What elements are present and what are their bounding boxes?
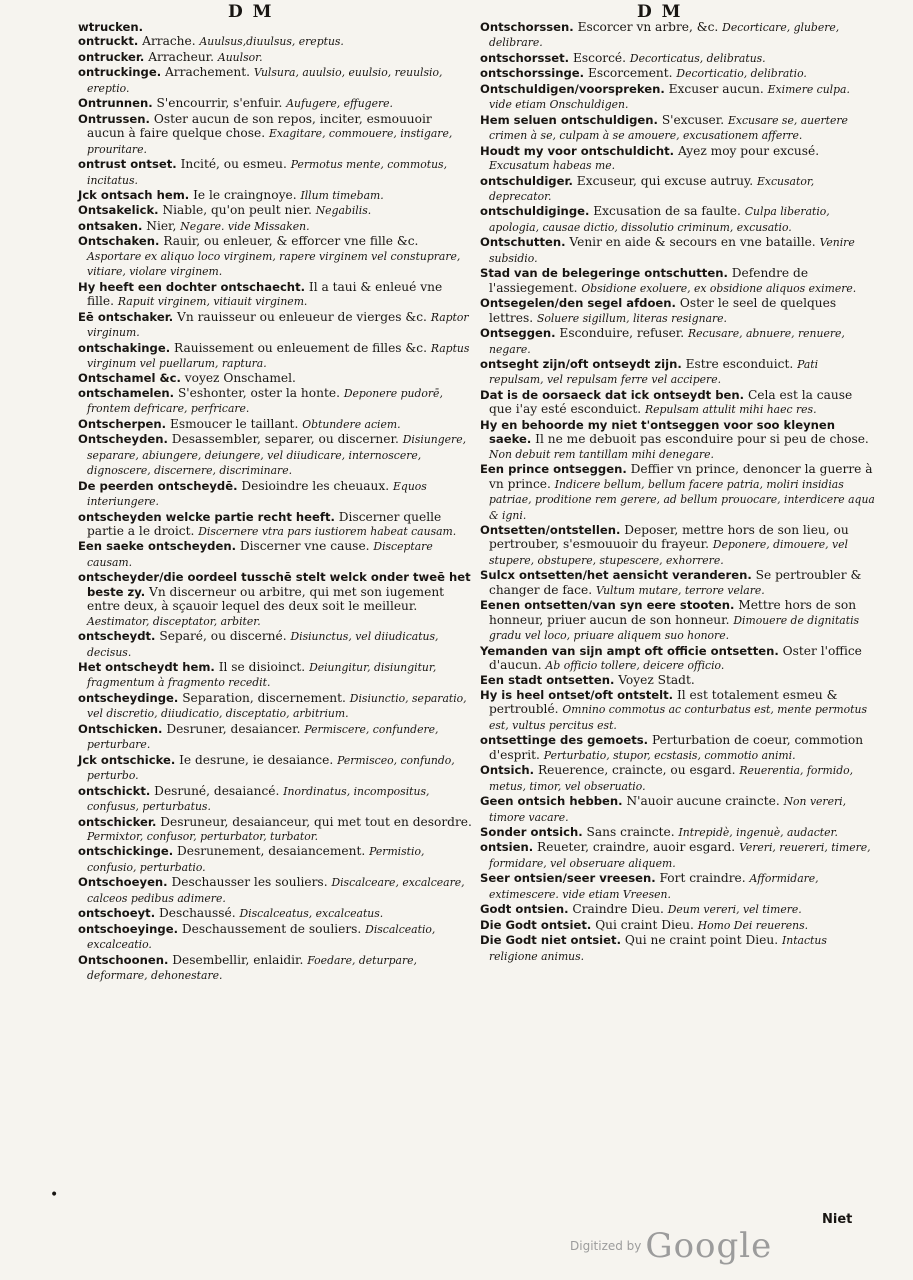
entry-latin: Obtundere aciem. (302, 417, 401, 431)
entry-french: Ie le craingnoye. (193, 187, 297, 202)
entry-latin: Perturbatio, stupor, ecstasis, commotio animi. (543, 748, 796, 762)
entry-headword: Dat is de oorsaeck dat ick ontseydt ben. (480, 387, 745, 402)
entry-headword: ontschickinge. (78, 844, 174, 859)
entry-headword: ontschuldiger. (480, 173, 573, 188)
dictionary-entry (78, 784, 473, 815)
entry-french: Il ne me debuoit pas esconduire pour si peu de chose. (535, 432, 869, 447)
dictionary-entry (78, 815, 473, 845)
entry-headword: ontsettinge des gemoets. (480, 733, 649, 748)
entry-french: Desembellir, enlaidir. (172, 952, 304, 967)
entry-latin: Vultum mutare, terrore velare. (595, 583, 765, 597)
dictionary-entry (78, 417, 473, 432)
entry-headword: ontruckinge. (78, 65, 162, 80)
entry-latin: Raptus virginum vel puellarum, raptura. (87, 341, 470, 370)
entry-headword: Ontschaken. (78, 234, 160, 249)
entry-french: Defendre de l'assiegement. (489, 266, 809, 295)
entry-french: Excusation de sa faulte. (593, 204, 741, 219)
entry-headword: Stad van de belegeringe ontschutten. (480, 266, 728, 281)
dictionary-entry (78, 570, 473, 629)
entry-headword: ontsaken. (78, 218, 143, 233)
dictionary-entry (480, 82, 875, 113)
entry-french: Escorcer vn arbre, &c. (577, 20, 719, 34)
entry-headword: Godt ontsien. (480, 902, 569, 917)
entry-latin: Illum timebam. (300, 188, 384, 202)
entry-french: Escorcement. (587, 66, 673, 81)
entry-latin: Negare. vide Missaken. (180, 219, 310, 233)
entry-french: Rauir, ou enleuer, & efforcer vne fille &c. (163, 234, 419, 249)
entry-latin: Deiungitur, disiungitur, fragmentum à fragmento recedit. (87, 661, 437, 690)
dictionary-entry (480, 825, 875, 840)
dictionary-entry (480, 326, 875, 357)
entry-latin: Indicere bellum, bellum facere patria, moliri insidias patriae, proditione rem gerere, ad bellum prouocare, interdicere aqua & igni. (489, 477, 875, 522)
dictionary-entry (78, 112, 473, 157)
entry-french: Oster l'office d'aucun. (489, 643, 862, 673)
entry-latin: Eximere culpa. vide etiam Onschuldigen. (489, 82, 850, 112)
entry-latin: Discernere vtra pars iustiorem habeat causam. (198, 524, 457, 538)
entry-headword: ontscheydt. (78, 629, 156, 644)
entry-french: Venir en aide & secours en vne bataille. (569, 235, 816, 250)
entry-headword: Die Godt ontsiet. (480, 917, 592, 932)
entry-french: voyez Onschamel. (184, 371, 296, 386)
dictionary-entry (78, 371, 473, 385)
entry-headword: ontschickt. (78, 783, 151, 798)
dictionary-entry (480, 933, 875, 964)
entry-french: Desruné, desaiancé. (154, 783, 280, 798)
entry-headword: Ontsakelick. (78, 203, 159, 218)
entry-french: Nier, (146, 218, 177, 233)
entry-french: Qui craint Dieu. (595, 917, 694, 932)
entry-french: Mettre hors de son honneur, priuer aucun de son honneur. (489, 598, 857, 627)
entry-latin: Disceptare causam. (87, 540, 433, 569)
entry-headword: Geen ontsich hebben. (480, 794, 623, 809)
dictionary-entry (78, 386, 473, 417)
dictionary-entry (78, 432, 473, 478)
dictionary-entry (78, 341, 473, 372)
watermark-brand: Google (645, 1226, 773, 1266)
dictionary-entry (78, 660, 473, 691)
entry-latin: Disiunctio, separatio, vel discretio, diiudicatio, disceptatio, arbitrium. (87, 691, 467, 721)
entry-french: Il a taui & enleué vne fille. (87, 279, 443, 309)
entry-latin: Exagitare, commouere, instigare, prouritare. (87, 127, 453, 156)
entry-latin: Permixtor, confusor, perturbator, turbator. (87, 830, 319, 844)
entry-headword: Ontsich. (480, 763, 535, 778)
dictionary-entry (78, 691, 473, 722)
dictionary-entry (78, 219, 473, 234)
entry-latin: Aufugere, effugere. (286, 97, 393, 111)
entry-latin: Decorticatio, delibratio. (676, 67, 807, 81)
entry-headword: Een prince ontseggen. (480, 462, 627, 477)
entry-latin: Homo Dei reuerens. (697, 918, 809, 932)
entry-french: Esmoucer le taillant. (169, 416, 299, 431)
dictionary-entry (480, 598, 875, 643)
dictionary-entry (78, 753, 473, 784)
dictionary-entry (480, 673, 875, 687)
entry-latin: Intactus religione animus. (489, 934, 827, 963)
dictionary-entry (78, 875, 473, 906)
entry-latin: Vereri, reuereri, timere, formidare, vel obseruare aliquem. (489, 841, 871, 870)
entry-french: S'encourrir, s'enfuir. (156, 96, 283, 111)
entry-french: Desruneur, desaianceur, qui met tout en desordre. (160, 814, 472, 829)
entry-headword: Ontschicken. (78, 721, 163, 736)
entry-headword: Die Godt niet ontsiet. (480, 933, 621, 948)
dictionary-entry (480, 357, 875, 388)
entry-french: Oster le seel de quelques lettres. (489, 296, 837, 325)
catchword: Niet (822, 1212, 853, 1227)
entry-latin: Permisceo, confundo, perturbo. (87, 753, 455, 783)
entry-french: Deschaussement de souliers. (181, 921, 362, 936)
dictionary-entry (78, 280, 473, 310)
entry-headword: Yemanden van sijn ampt oft officie ontsetten. (480, 643, 779, 658)
entry-french: Excuser aucun. (668, 81, 764, 96)
entry-headword: ontschuldiginge. (480, 204, 590, 219)
dictionary-entry (78, 479, 473, 510)
entry-french: Il se disioinct. (218, 660, 306, 675)
entry-latin: Discalceatio, excalceatio. (87, 922, 436, 952)
entry-french: Excuseur, qui excuse autruy. (576, 173, 754, 188)
entry-french: Sans craincte. (586, 825, 675, 840)
left-column (78, 20, 473, 984)
entry-latin: Disiunctus, vel diiudicatus, decisus. (87, 630, 439, 659)
entry-latin: Intrepidè, ingenuè, audacter. (678, 826, 838, 840)
entry-french: Ayez moy pour excusé. (677, 143, 820, 158)
dictionary-entry (78, 65, 473, 96)
dictionary-entry (480, 20, 875, 51)
entry-latin: Disiungere, separare, abiungere, deiungere, vel diiudicare, internoscere, dignoscere, discernere, discriminare. (87, 433, 467, 478)
entry-headword: ontschorssinge. (480, 66, 585, 81)
entry-latin: Repulsam attulit mihi haec res. (644, 403, 817, 417)
entry-latin: Afformidare, extimescere. vide etiam Vreesen. (489, 872, 819, 901)
dictionary-entry (480, 296, 875, 326)
entry-headword: De peerden ontscheydē. (78, 478, 238, 493)
entry-headword: Ontschoonen. (78, 952, 169, 967)
entry-latin: Decorticatus, delibratus. (629, 51, 766, 65)
entry-french: Desrunement, desaiancement. (177, 844, 366, 859)
entry-french: Rauissement ou enleuement de filles &c. (174, 340, 427, 355)
entry-latin: Deponere pudorē, frontem defricare, perfricare. (87, 386, 443, 416)
entry-headword: Ontschoeyen. (78, 875, 168, 890)
entry-french: S'excuser. (661, 112, 725, 127)
entry-latin: Recusare, abnuere, renuere, negare. (489, 327, 845, 356)
entry-headword: Sulcx ontsetten/het aensicht veranderen. (480, 568, 752, 583)
dictionary-entry (78, 953, 473, 984)
right-column (480, 20, 875, 964)
entry-french: Reuerence, craincte, ou esgard. (537, 763, 736, 778)
entry-headword: Hy heeft een dochter ontschaecht. (78, 279, 306, 294)
entry-latin: Excusatum habeas me. (489, 159, 616, 173)
entry-latin: Rapuit virginem, vitiauit virginem. (117, 295, 308, 309)
entry-headword: ontschicker. (78, 814, 157, 829)
dictionary-entry (78, 510, 473, 540)
dictionary-entry (480, 235, 875, 266)
entry-french: Se pertroubler & changer de face. (489, 568, 862, 597)
dictionary-entry (480, 733, 875, 763)
entry-headword: Sonder ontsich. (480, 825, 583, 840)
entry-french: Discerner quelle partie a le droict. (87, 509, 442, 538)
entry-french: Niable, qu'on peult nier. (162, 203, 312, 218)
entry-latin: Non debuit rem tantillam mihi denegare. (489, 447, 714, 461)
dictionary-entry (480, 66, 875, 81)
entry-headword: Hem seluen ontschuldigen. (480, 112, 658, 127)
entry-latin: Inordinatus, incompositus, confusus, perturbatus. (87, 784, 430, 814)
entry-latin: Reuerentia, formido, metus, timor, vel obseruatio. (489, 764, 854, 793)
entry-latin: Deum vereri, vel timere. (667, 903, 802, 917)
dictionary-entry (480, 418, 875, 462)
dictionary-entry (480, 688, 875, 733)
dictionary-entry (480, 204, 875, 235)
entry-latin: Non vereri, timore vacare. (489, 795, 847, 824)
entry-headword: Jck ontschicke. (78, 752, 176, 767)
entry-headword: Ontrussen. (78, 111, 150, 126)
entry-french: Qui ne craint point Dieu. (624, 933, 779, 948)
entry-headword: Een saeke ontscheyden. (78, 539, 236, 554)
entry-headword: ontschakinge. (78, 340, 171, 355)
entry-latin: Soluere sigillum, literas resignare. (536, 311, 727, 325)
entry-french: Arrache. (142, 34, 196, 49)
entry-french: Deffier vn prince, denoncer la guerre à vn prince. (489, 462, 873, 491)
dictionary-entry (78, 539, 473, 570)
entry-latin: Discalceatus, excalceatus. (239, 907, 384, 921)
entry-headword: Ontschutten. (480, 235, 566, 250)
entry-french: S'eshonter, oster la honte. (177, 385, 340, 400)
entry-headword: Het ontscheydt hem. (78, 660, 215, 675)
dictionary-entry (480, 794, 875, 825)
entry-headword: Hy en behoorde my niet t'ontseggen voor soo kleynen saeke. (480, 417, 836, 447)
entry-latin: Asportare ex aliquo loco virginem, rapere virginem vel constuprare, vitiare, violare virginem. (87, 249, 461, 279)
entry-headword: Houdt my voor ontschuldicht. (480, 143, 675, 158)
entry-latin: Excusator, deprecator. (489, 174, 815, 203)
entry-french: Separé, ou discerné. (159, 629, 287, 644)
entry-latin: Culpa liberatio, apologia, causae dictio, dissolutio criminum, excusatio. (489, 205, 830, 234)
entry-headword: Ontschorssen. (480, 20, 574, 34)
entry-headword: ontschamelen. (78, 385, 175, 400)
entry-headword: ontschorsset. (480, 50, 570, 65)
entry-latin: Permiscere, confundere, perturbare. (87, 722, 439, 752)
entry-headword: Seer ontsien/seer vreesen. (480, 871, 656, 886)
entry-french: Escorcé. (572, 50, 627, 65)
entry-headword: ontrust ontset. (78, 157, 177, 172)
dictionary-entry (480, 113, 875, 144)
entry-french: Perturbation de coeur, commotion d'esprit. (489, 733, 864, 762)
entry-latin: Dimouere de dignitatis gradu vel loco, priuare aliquem suo honore. (489, 613, 860, 643)
entry-latin: Deponere, dimouere, vel stupere, obstupere, stupescere, exhorrere. (489, 538, 848, 567)
entry-french: Il est totalement esmeu & pertroublé. (489, 687, 838, 717)
dictionary-entry (78, 922, 473, 953)
dictionary-entry (480, 871, 875, 902)
entry-french: Vn rauisseur ou enleueur de vierges &c. (177, 309, 427, 324)
entry-headword: Ontschuldigen/voorspreken. (480, 81, 665, 96)
entry-latin: Pati repulsam, vel repulsam ferre vel accipere. (489, 357, 819, 387)
entry-french: Deschausser les souliers. (171, 875, 328, 890)
watermark-prefix: Digitized by (570, 1239, 642, 1253)
entry-french: Estre esconduict. (685, 356, 794, 371)
entry-french: Desioindre les cheuaux. (241, 478, 390, 493)
entry-headword: Ontsegelen/den segel afdoen. (480, 296, 676, 311)
dictionary-entry (78, 20, 473, 34)
dictionary-entry (78, 629, 473, 660)
entry-french: Arracheur. (148, 49, 215, 64)
dictionary-entry (480, 902, 875, 917)
entry-french: Reueter, craindre, auoir esgard. (537, 840, 736, 855)
dictionary-entry (480, 51, 875, 66)
entry-french: Oster aucun de son repos, inciter, esmouuoir aucun à faire quelque chose. (87, 111, 432, 141)
entry-latin: Foedare, deturpare, deformare, dehonestare. (87, 953, 417, 983)
dictionary-entry (78, 844, 473, 875)
entry-french: Vn discerneur ou arbitre, qui met son iugement entre deux, à sçauoir lequel des deux soit le meilleur. (87, 584, 445, 614)
running-head-left: D M (228, 2, 274, 22)
entry-french: Separation, discernement. (182, 690, 346, 705)
entry-french: Discerner vne cause. (239, 539, 370, 554)
entry-latin: Obsidione exoluere, ex obsidione aliquos eximere. (581, 281, 857, 295)
entry-latin: Venire subsidio. (489, 236, 855, 265)
entry-headword: ontscheyder/die oordeel tusschē stelt welck onder tweē het beste zy. (78, 570, 471, 599)
entry-french: Desruner, desaiancer. (166, 721, 301, 736)
entry-headword: Jck ontsach hem. (78, 187, 190, 202)
entry-headword: Eē ontschaker. (78, 309, 174, 324)
dictionary-entry (78, 203, 473, 218)
entry-french: Ie desrune, ie desaiance. (179, 752, 334, 767)
entry-headword: Hy is heel ontset/oft ontstelt. (480, 687, 674, 702)
entry-french: Fort craindre. (659, 871, 746, 886)
dictionary-entry (78, 96, 473, 111)
dictionary-entry (480, 388, 875, 418)
dictionary-entry (480, 763, 875, 794)
dictionary-entry (480, 644, 875, 674)
dictionary-entry (78, 157, 473, 188)
entry-headword: Ontsetten/ontstellen. (480, 522, 621, 537)
entry-headword: Ontschamel &c. (78, 371, 181, 386)
entry-headword: ontrucker. (78, 49, 145, 64)
entry-french: Deschaussé. (159, 906, 236, 921)
entry-latin: Excusare se, auertere crimen à se, culpam à se amouere, excusationem afferre. (489, 113, 848, 143)
entry-latin: Discalceare, excalceare, calceos pedibus adimere. (87, 876, 465, 905)
entry-latin: Omnino commotus ac conturbatus est, mente permotus est, vultus percitus est. (489, 703, 867, 732)
dictionary-entry (78, 906, 473, 921)
entry-french: Esconduire, refuser. (559, 326, 685, 341)
dictionary-entry (480, 144, 875, 174)
entry-latin: Permistio, confusio, perturbatio. (87, 845, 425, 874)
entry-headword: ontschoeyt. (78, 906, 156, 921)
dictionary-entry (480, 523, 875, 568)
entry-french: N'auoir aucune craincte. (626, 794, 780, 809)
dictionary-entry (480, 568, 875, 598)
entry-headword: ontruckt. (78, 34, 139, 49)
entry-latin: Auulsus,diuulsus, ereptus. (199, 35, 344, 49)
entry-headword: Eenen ontsetten/van syn eere stooten. (480, 598, 735, 613)
entry-french: Voyez Stadt. (618, 673, 695, 688)
entry-headword: Ontscherpen. (78, 416, 167, 431)
entry-headword: Ontrunnen. (78, 96, 153, 111)
entry-latin: Vulsura, auulsio, euulsio, reuulsio, ereptio. (87, 66, 443, 95)
dictionary-entry (78, 34, 473, 49)
entry-headword: Ontseggen. (480, 326, 556, 341)
entry-french: Desassembler, separer, ou discerner. (171, 432, 399, 447)
entry-french: Craindre Dieu. (572, 902, 664, 917)
entry-latin: Raptor virginum. (87, 310, 469, 340)
running-head-right: D M (637, 2, 683, 22)
entry-french: Arrachement. (164, 65, 250, 80)
entry-headword: Ontscheyden. (78, 432, 168, 447)
dictionary-entry (78, 234, 473, 279)
entry-headword: ontscheydinge. (78, 690, 179, 705)
entry-headword: ontseght zijn/oft ontseydt zijn. (480, 356, 682, 371)
dictionary-entry (78, 310, 473, 341)
entry-headword: ontschoeyinge. (78, 921, 178, 936)
dictionary-entry (480, 840, 875, 871)
dictionary-entry (78, 50, 473, 65)
dictionary-entry (480, 266, 875, 296)
entry-latin: Aestimator, disceptator, arbiter. (87, 614, 261, 628)
dictionary-entry (78, 722, 473, 753)
entry-headword: ontscheyden welcke partie recht heeft. (78, 509, 335, 524)
entry-latin: Permotus mente, commotus, incitatus. (87, 158, 448, 187)
entry-latin: Equos interiungere. (87, 479, 427, 509)
dictionary-entry (78, 188, 473, 203)
entry-latin: Decorticare, glubere, delibrare. (489, 21, 840, 50)
entry-headword: Een stadt ontsetten. (480, 673, 615, 688)
entry-latin: Negabilis. (315, 204, 372, 218)
dictionary-entry (480, 174, 875, 205)
entry-latin: Auulsor. (217, 50, 263, 64)
entry-latin: Ab officio tollere, deicere officio. (545, 659, 725, 673)
digitized-watermark (570, 1226, 772, 1266)
dictionary-entry (480, 462, 875, 523)
entry-headword: wtrucken. (78, 20, 144, 34)
entry-french: Cela est la cause que i'ay esté esconduict. (489, 387, 853, 417)
margin-bullet: • (50, 1187, 59, 1203)
entry-french: Deposer, mettre hors de son lieu, ou pertrouber, s'esmouuoir du frayeur. (489, 522, 849, 552)
entry-french: Incité, ou esmeu. (180, 157, 287, 172)
entry-headword: ontsien. (480, 840, 534, 855)
dictionary-entry (480, 918, 875, 933)
